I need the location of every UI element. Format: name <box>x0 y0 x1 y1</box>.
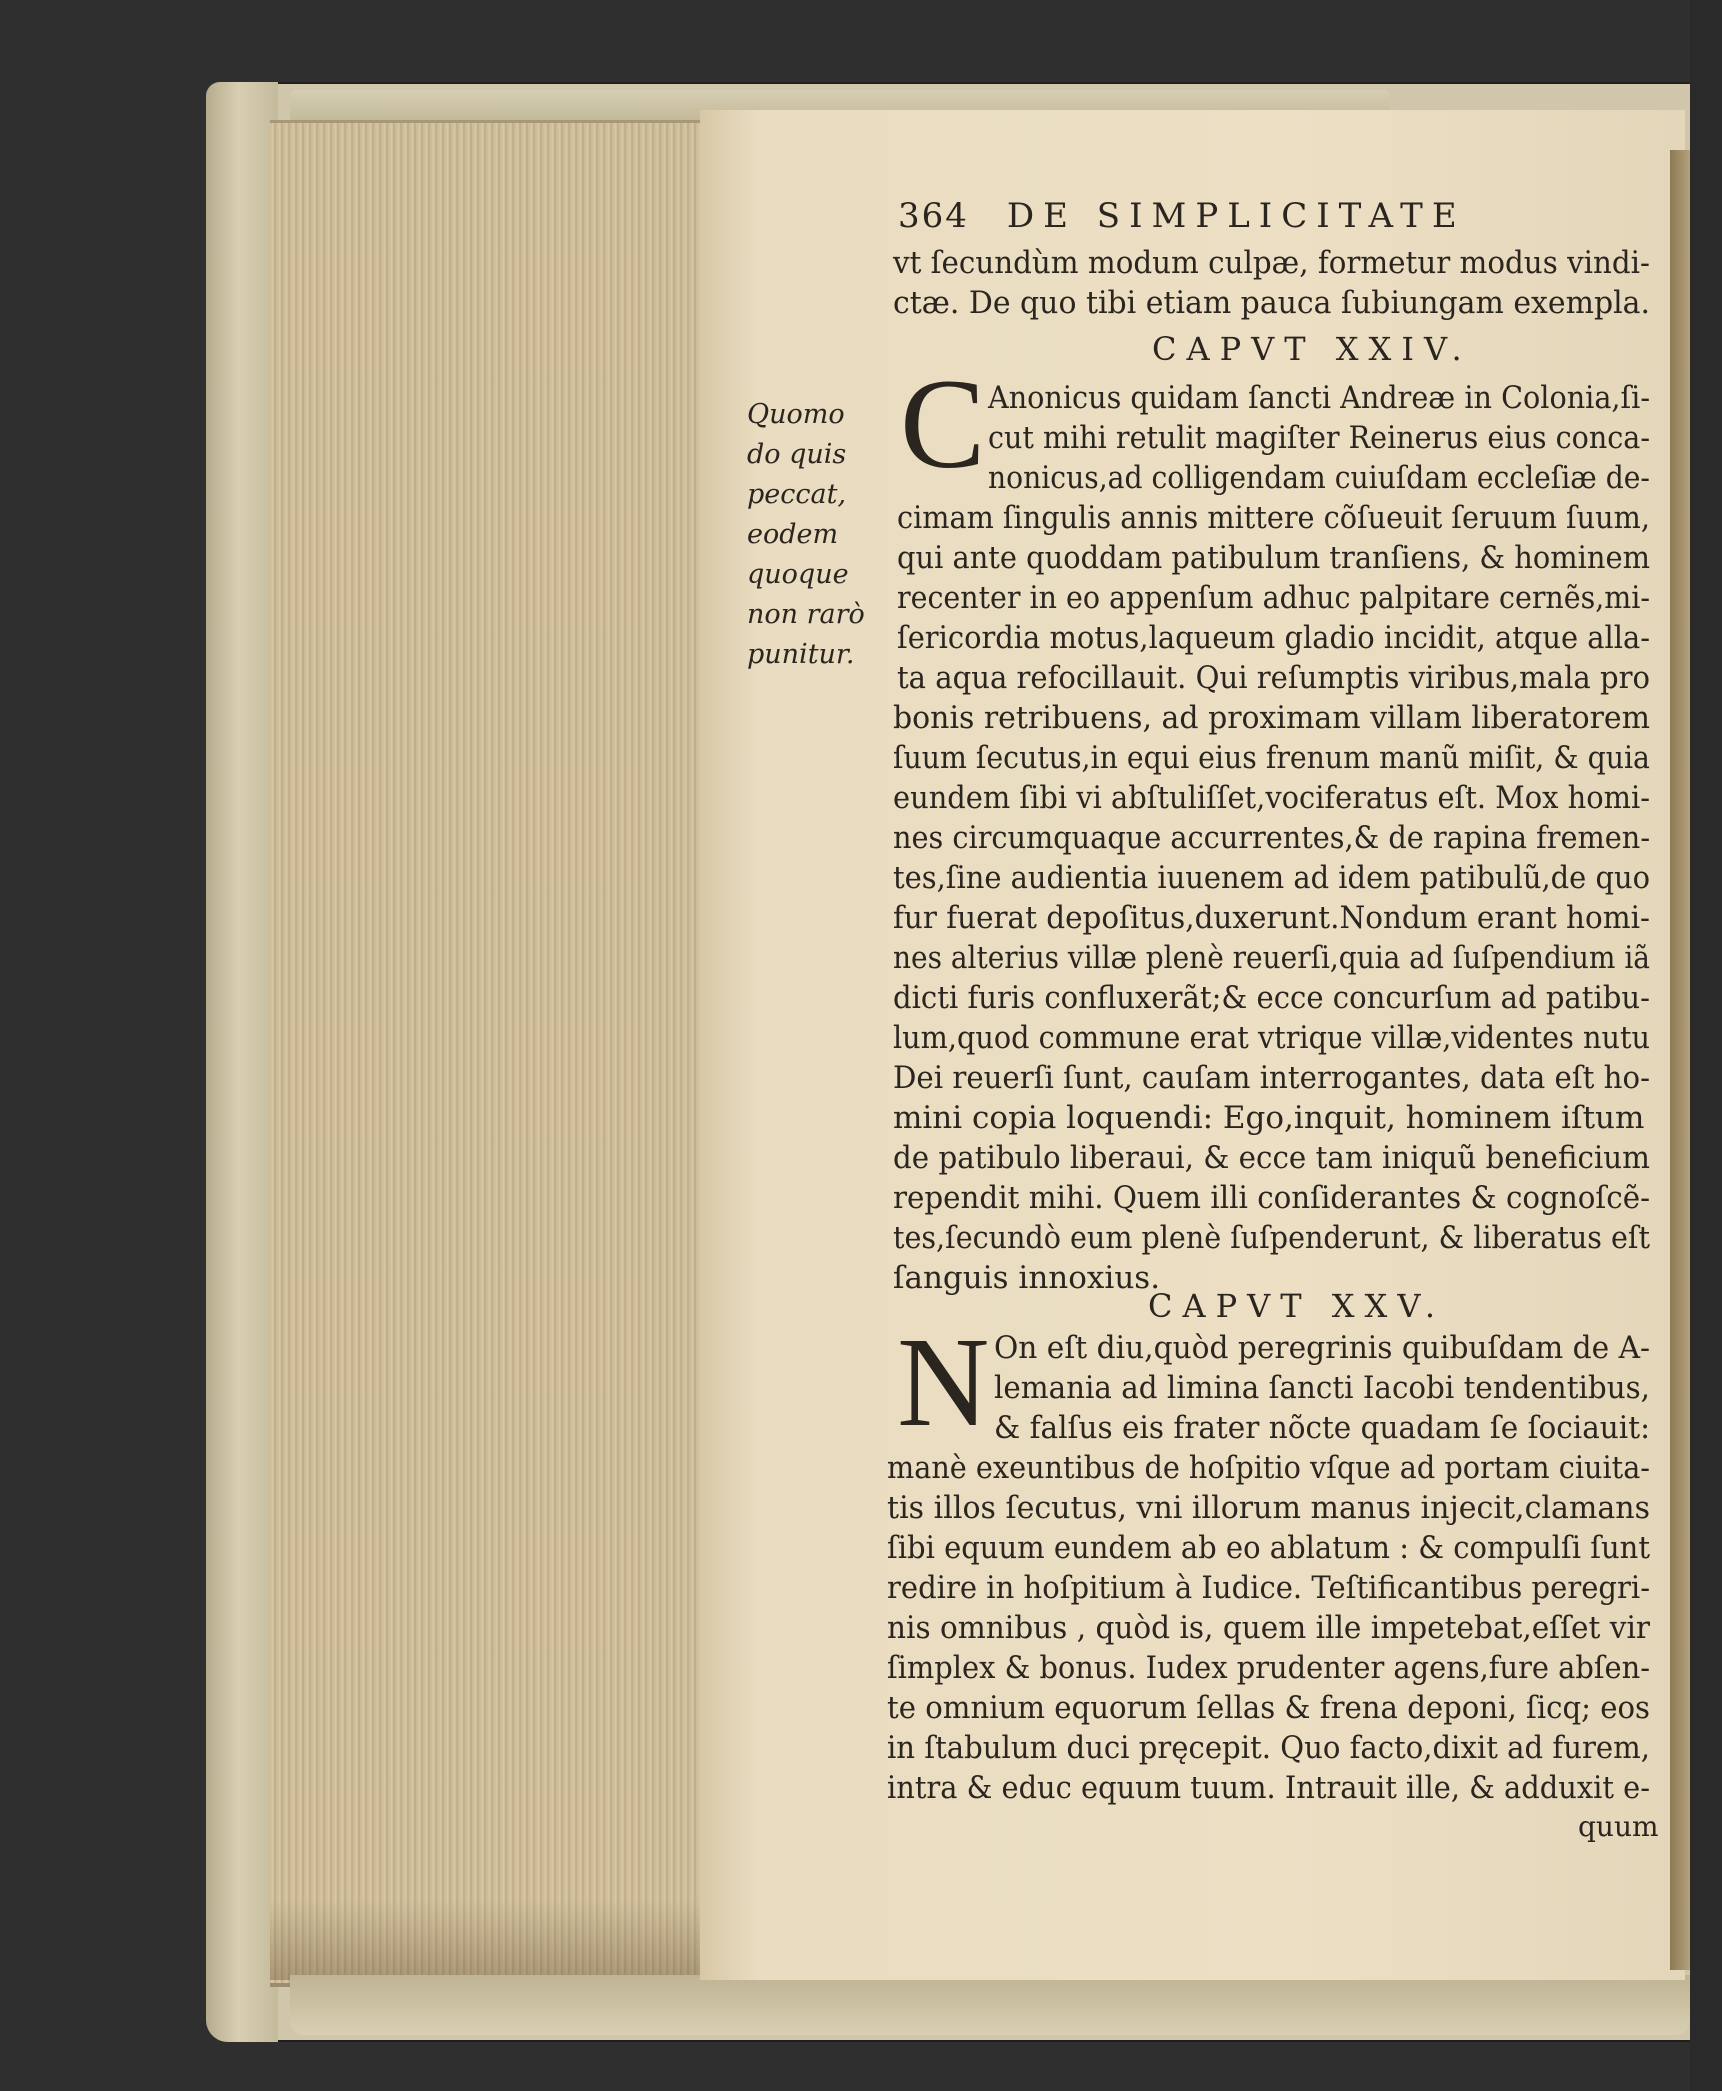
text-line: in ſtabulum duci pręcepit. Quo facto,dixit ad furem, <box>887 1730 1650 1766</box>
text-line: rependit mihi. Quem illi conſiderantes & cognoſcẽ- <box>893 1180 1650 1216</box>
text-line: ſimplex & bonus. Iudex prudenter agens,fure abſen- <box>887 1650 1650 1686</box>
text-line: intra & educ equum tuum. Intrauit ille, & adduxit e- <box>887 1770 1650 1806</box>
text-line: nes alterius villæ plenè reuerſi,quia ad ſuſpendium iã <box>893 940 1650 976</box>
margin-note-line: punitur. <box>747 639 855 670</box>
text-line: qui ante quoddam patibulum tranſiens, & hominem <box>897 540 1650 576</box>
text-line: cut mihi retulit magiſter Reinerus eius conca- <box>988 420 1650 456</box>
text-line: dicti furis confluxerãt;& ecce concurſum ad patibu- <box>893 980 1650 1016</box>
text-line: lum,quod commune erat vtrique villæ,videntes nutu <box>893 1020 1651 1056</box>
text-line: ſuum ſecutus,in equi eius frenum manũ miſit, & quia <box>893 740 1650 776</box>
text-line: lemania ad limina ſancti Iacobi tendentibus, <box>994 1370 1651 1406</box>
text-line: Anonicus quidam ſancti Andreæ in Colonia,ſi- <box>988 380 1651 416</box>
margin-note-line: peccat, <box>747 479 847 510</box>
text-line: ſibi equum eundem ab eo ablatum : & compulſi ſunt <box>887 1530 1651 1566</box>
page-edges-shadow <box>270 1900 700 1980</box>
text-line: tis illos ſecutus, vni illorum manus injecit,clamans <box>887 1490 1651 1526</box>
chapter-heading: CAPVT XXV. <box>1148 1287 1445 1325</box>
margin-note-line: non rarò <box>747 599 865 630</box>
text-line: cimam ſingulis annis mittere cõſueuit ſeruum ſuum, <box>897 500 1650 536</box>
text-line: tes,ſecundò eum plenè ſuſpenderunt, & liberatus eſt <box>893 1220 1650 1256</box>
page-number: 364 <box>898 196 969 236</box>
drop-capital: C <box>900 353 986 495</box>
text-line: fur fuerat depoſitus,duxerunt.Nondum erant homi- <box>893 900 1650 936</box>
drop-capital: N <box>897 1311 990 1453</box>
cover-bottom-edge <box>290 1975 1690 2035</box>
text-line: redire in hoſpitium à Iudice. Teſtificantibus peregri- <box>887 1570 1651 1606</box>
catchword: quum <box>1578 1810 1659 1843</box>
margin-note-line: do quis <box>747 439 847 470</box>
text-line: & falſus eis frater nõcte quadam ſe ſociauit: <box>994 1410 1651 1446</box>
text-line: vt ſecundùm modum culpæ, formetur modus vindi- <box>893 245 1650 281</box>
text-line: ſanguis innoxius. <box>893 1260 1161 1296</box>
text-line: mini copia loquendi: Ego,inquit, hominem iſtum <box>893 1100 1645 1136</box>
text-line: tes,ſine audientia iuuenem ad idem patibulũ,de quo <box>893 860 1651 896</box>
text-line: Dei reuerſi ſunt, cauſam interrogantes, data eſt ho- <box>893 1060 1650 1096</box>
text-line: recenter in eo appenſum adhuc palpitare cernẽs,mi- <box>897 580 1651 616</box>
text-line: nes circumquaque accurrentes,& de rapina fremen- <box>893 820 1651 856</box>
margin-note-line: eodem <box>747 519 839 550</box>
text-line: nis omnibus , quòd is, quem ille impetebat,eſſet vir <box>887 1610 1651 1646</box>
text-line: manè exeuntibus de hoſpitio vſque ad portam ciuita- <box>887 1450 1651 1486</box>
running-title: DE SIMPLICITATE <box>1006 196 1466 236</box>
text-line: On eſt diu,quòd peregrinis quibuſdam de A- <box>994 1330 1650 1366</box>
margin-note-line: Quomo <box>747 399 845 430</box>
text-line: bonis retribuens, ad proximam villam liberatorem <box>893 700 1650 736</box>
text-line: ta aqua refocillauit. Qui reſumptis viribus,mala pro <box>897 660 1650 696</box>
text-line: eundem ſibi vi abſtuliſſet,vociferatus eſt. Mox homi- <box>893 780 1650 816</box>
text-line: ſericordia motus,laqueum gladio incidit, atque alla- <box>897 620 1650 656</box>
text-line: de patibulo liberaui, & ecce tam iniquũ beneficium <box>893 1140 1651 1176</box>
margin-note-line: quoque <box>747 559 849 590</box>
running-head <box>898 196 1538 246</box>
text-line: nonicus,ad colligendam cuiuſdam eccleſiæ de- <box>988 460 1650 496</box>
text-line: ctæ. De quo tibi etiam pauca ſubiungam exempla. <box>893 285 1650 321</box>
chapter-heading: CAPVT XXIV. <box>1152 330 1472 368</box>
book-spine <box>206 82 278 2042</box>
background-right <box>1690 0 1722 2091</box>
text-line: te omnium equorum ſellas & frena deponi, ſicq; eos <box>887 1690 1651 1726</box>
page-edges-block <box>270 120 700 1987</box>
